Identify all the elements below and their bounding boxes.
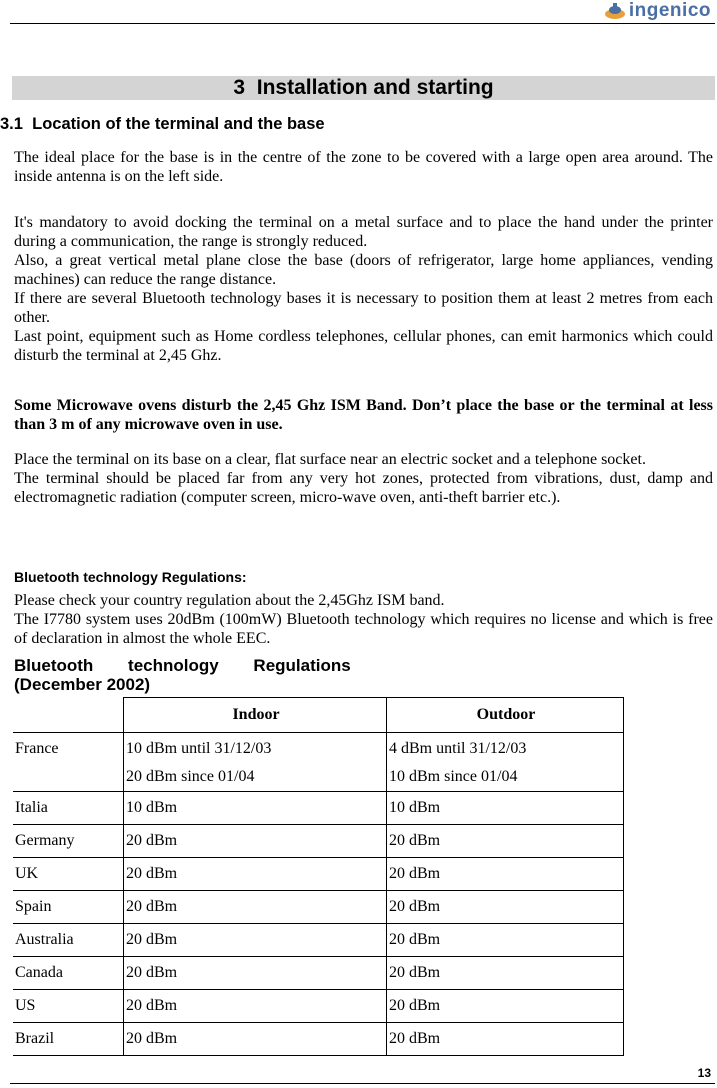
table-cell-indoor: 20 dBm — [124, 825, 387, 858]
table-cell-country: France — [13, 733, 124, 792]
paragraph-ideal-place: The ideal place for the base is in the centre of the zone to be covered with a large open area around. The inside antenna is on the left side. — [14, 149, 713, 185]
table-cell-indoor: 10 dBm — [124, 792, 387, 825]
table-row — [13, 924, 624, 957]
paragraph-hot-zones: The terminal should be placed far from any very hot zones, protected from vibrations, dust, damp and electromagnetic radiation (computer screen, micro-wave oven, anti-theft barrier etc.). — [14, 470, 713, 506]
table-header-outdoor: Outdoor — [387, 698, 624, 733]
table-body — [13, 792, 624, 1056]
table-cell-country: Germany — [13, 825, 124, 858]
table-cell-country: Italia — [13, 792, 124, 825]
section-title — [0, 115, 325, 134]
table-row — [13, 825, 624, 858]
regulations-heading-line2: (December 2002) — [14, 675, 151, 694]
table-cell-country: US — [13, 990, 124, 1023]
table-cell-indoor: 20 dBm — [124, 924, 387, 957]
paragraph-check-regulation: Please check your country regulation about the 2,45Ghz ISM band. — [14, 592, 445, 609]
table-header-country — [13, 698, 124, 733]
body-block-3 — [14, 396, 713, 434]
regulations-heading — [14, 656, 394, 694]
chapter-number: 3 — [233, 76, 246, 99]
table-cell-indoor: 20 dBm — [124, 891, 387, 924]
section-title-text: Location of the terminal and the base — [32, 115, 325, 133]
table-cell-outdoor: 20 dBm — [387, 825, 624, 858]
paragraph-vertical-plane: Also, a great vertical metal plane close the base (doors of refrigerator, large home appliances, vending machines) can reduce the range distance. — [14, 252, 713, 288]
header-rule — [10, 23, 715, 24]
table-cell-outdoor: 20 dBm — [387, 1023, 624, 1056]
table-cell-outdoor: 20 dBm — [387, 990, 624, 1023]
body-block-1 — [14, 148, 713, 186]
table-row — [13, 858, 624, 891]
table-row — [13, 891, 624, 924]
table-cell-country: Brazil — [13, 1023, 124, 1056]
table-header-row — [13, 698, 624, 733]
table-cell-country: Canada — [13, 957, 124, 990]
regulations-subheading: Bluetooth technology Regulations: — [14, 569, 247, 585]
table-cell-indoor — [124, 733, 387, 792]
brand-name: ingenico — [628, 0, 711, 21]
table-cell-country: UK — [13, 858, 124, 891]
france-indoor-1: 10 dBm until 31/12/03 — [126, 740, 272, 757]
footer-rule — [10, 1083, 715, 1084]
table-cell-outdoor: 10 dBm — [387, 792, 624, 825]
paragraph-mandatory: It's mandatory to avoid docking the terminal on a metal surface and to place the hand under the printer during a communication, the range is strongly reduced. — [14, 214, 713, 250]
section-number: 3.1 — [0, 115, 23, 133]
paragraph-several-bases: If there are several Bluetooth technology bases it is necessary to position them at least 2 metres from each other. — [14, 290, 713, 326]
france-outdoor-2: 10 dBm since 01/04 — [389, 768, 518, 785]
regulations-heading-line1: Bluetooth technology Regulations — [14, 656, 351, 675]
table-row — [13, 792, 624, 825]
table-header-indoor: Indoor — [124, 698, 387, 733]
france-indoor-2: 20 dBm since 01/04 — [126, 768, 255, 785]
table-cell-indoor: 20 dBm — [124, 990, 387, 1023]
chapter-title-text: Installation and starting — [256, 76, 494, 99]
paragraph-i7780-system: The I7780 system uses 20dBm (100mW) Bluetooth technology which requires no license and which is free of declaration in almost the whole EEC. — [14, 611, 713, 647]
table-cell-indoor: 20 dBm — [124, 1023, 387, 1056]
ingenico-logo-icon — [604, 2, 626, 20]
table-cell-outdoor: 20 dBm — [387, 957, 624, 990]
body-block-2 — [14, 213, 713, 365]
table-cell-country: Australia — [13, 924, 124, 957]
paragraph-microwave-warning: Some Microwave ovens disturb the 2,45 Ghz ISM Band. Don’t place the base or the terminal at less than 3 m of any microwave oven in use. — [14, 397, 713, 433]
table-row-france — [13, 733, 624, 792]
paragraph-place-terminal: Place the terminal on its base on a clear, flat surface near an electric socket and a telephone socket. — [14, 451, 646, 468]
table-row — [13, 957, 624, 990]
body-block-4 — [14, 450, 713, 507]
table-cell-country: Spain — [13, 891, 124, 924]
table-row — [13, 990, 624, 1023]
table-cell-outdoor: 20 dBm — [387, 858, 624, 891]
chapter-title — [12, 76, 715, 100]
table-cell-indoor: 20 dBm — [124, 858, 387, 891]
table-cell-outdoor: 20 dBm — [387, 924, 624, 957]
paragraph-last-point: Last point, equipment such as Home cordless telephones, cellular phones, can emit harmonics which could disturb the terminal at 2,45 Ghz. — [14, 328, 713, 364]
table-cell-outdoor: 20 dBm — [387, 891, 624, 924]
ingenico-logo — [604, 0, 711, 22]
regulations-table — [13, 697, 624, 1056]
body-block-5 — [14, 591, 713, 648]
table-cell-outdoor — [387, 733, 624, 792]
table-cell-indoor: 20 dBm — [124, 957, 387, 990]
page-number: 13 — [697, 1066, 711, 1080]
chapter-heading-bar — [12, 76, 715, 100]
table-row — [13, 1023, 624, 1056]
france-outdoor-1: 4 dBm until 31/12/03 — [389, 740, 527, 757]
